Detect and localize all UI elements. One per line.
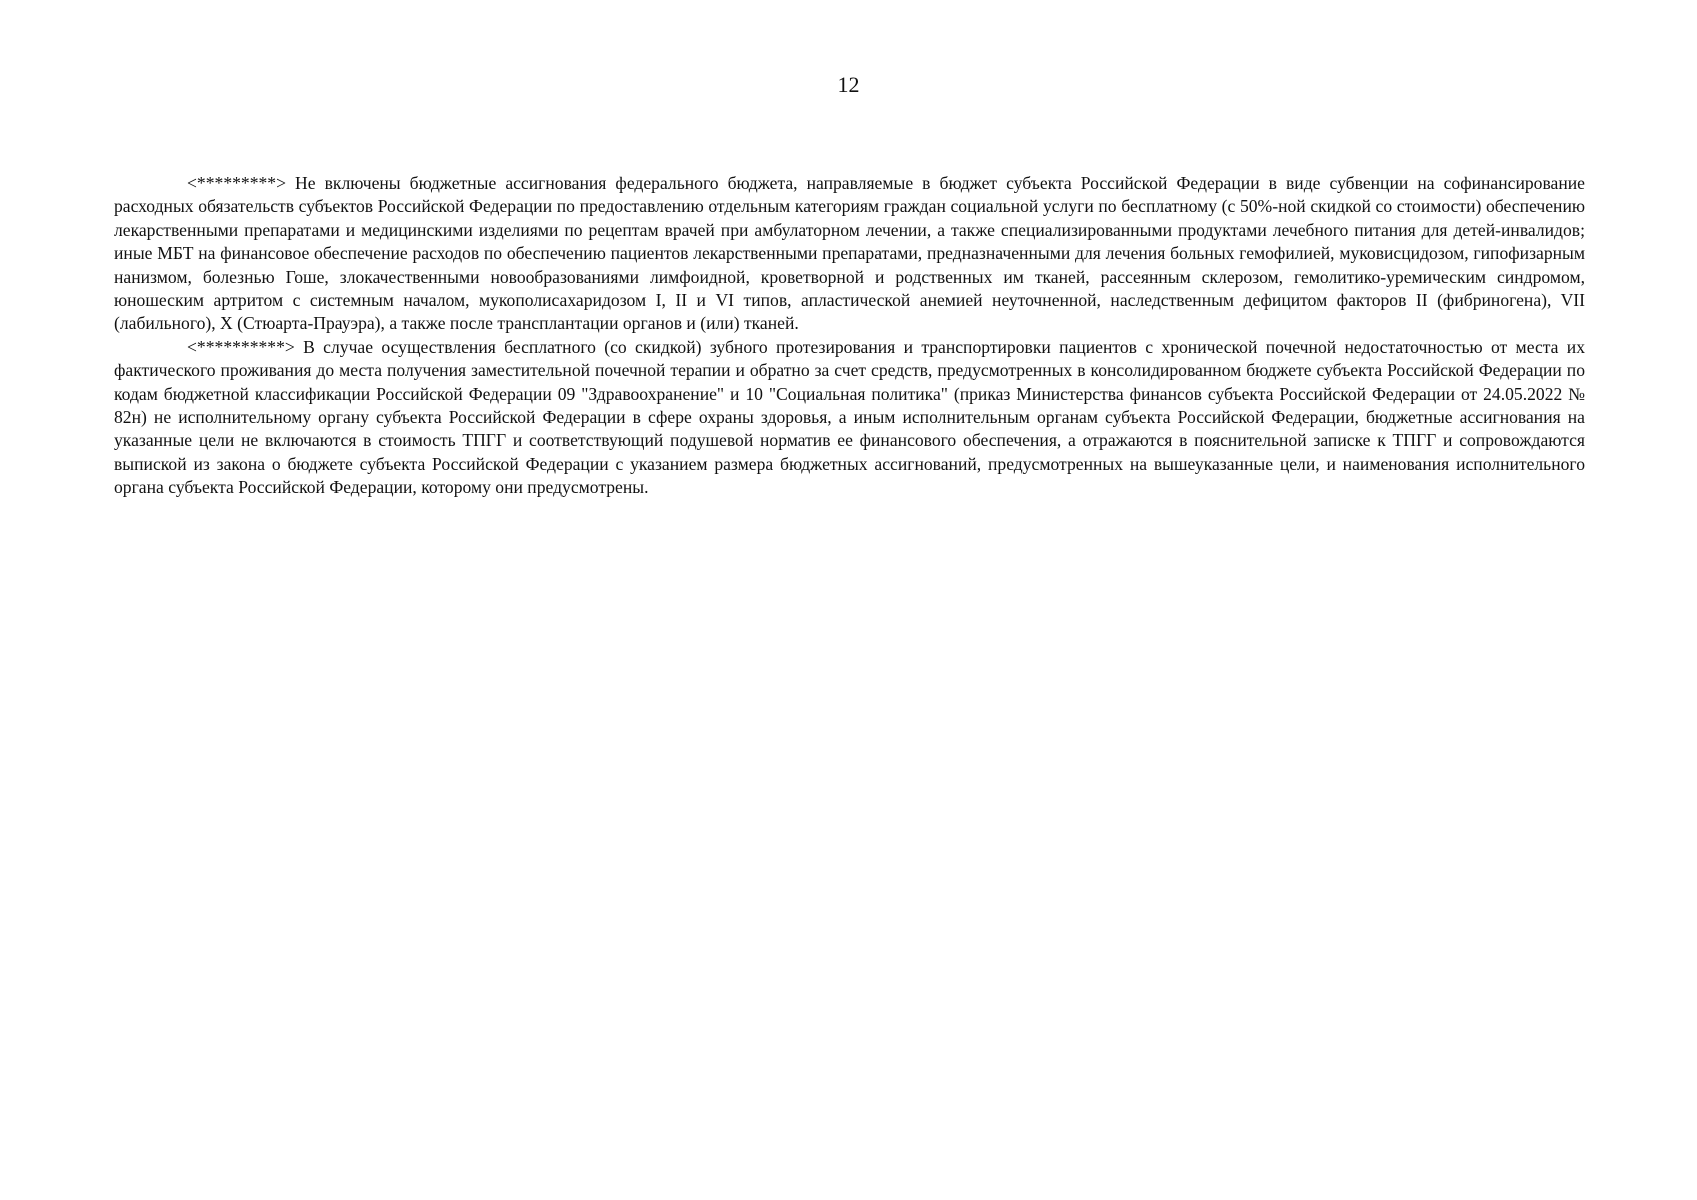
page-number: 12 — [837, 72, 860, 97]
footnotes-section — [114, 172, 1585, 500]
footnote-10-stars: <**********> В случае осуществления бесплатного (со скидкой) зубного протезирования и транспортировки пациентов с хронической почечной недостаточностью от места их фактического проживания до места получения заместительной почечной терапии и обратно за счет средств, предусмотренных в консолидированном бюджете субъекта Российской Федерации по кодам бюджетной классификации Российской Федерации 09 "Здравоохранение" и 10 "Социальная политика" (приказ Министерства финансов субъекта Российской Федерации от 24.05.2022 № 82н) не исполнительному органу субъекта Российской Федерации в сфере охраны здоровья, а иным исполнительным органам субъекта Российской Федерации, бюджетные ассигнования на указанные цели не включаются в стоимость ТПГГ и соответствующий подушевой норматив ее финансового обеспечения, а отражаются в пояснительной записке к ТПГГ и сопровождаются выпиской из закона о бюджете субъекта Российской Федерации с указанием размера бюджетных ассигнований, предусмотренных на вышеуказанные цели, и наименования исполнительного органа субъекта Российской Федерации, которому они предусмотрены. — [114, 336, 1585, 498]
footnote-9-stars: <*********> Не включены бюджетные ассигнования федерального бюджета, направляемые в бюджет субъекта Российской Федерации в виде субвенции на софинансирование расходных обязательств субъектов Российской Федерации по предоставлению отдельным категориям граждан социальной услуги по бесплатному (с 50%-ной скидкой со стоимости) обеспечению лекарственными препаратами и медицинскими изделиями по рецептам врачей при амбулаторном лечении, а также специализированными продуктами лечебного питания для детей-инвалидов; иные МБТ на финансовое обеспечение расходов по обеспечению пациентов лекарственными препаратами, предназначенными для лечения больных гемофилией, муковисцидозом, гипофизарным нанизмом, болезнью Гоше, злокачественными новообразованиями лимфоидной, кроветворной и родственных им тканей, рассеянным склерозом, гемолитико-уремическим синдромом, юношеским артритом с системным началом, мукополисахаридозом I, II и VI типов, апластической анемией неуточненной, наследственным дефицитом факторов II (фибриногена), VII (лабильного), X (Стюарта-Прауэра), а также после трансплантации органов и (или) тканей. — [114, 173, 1585, 334]
